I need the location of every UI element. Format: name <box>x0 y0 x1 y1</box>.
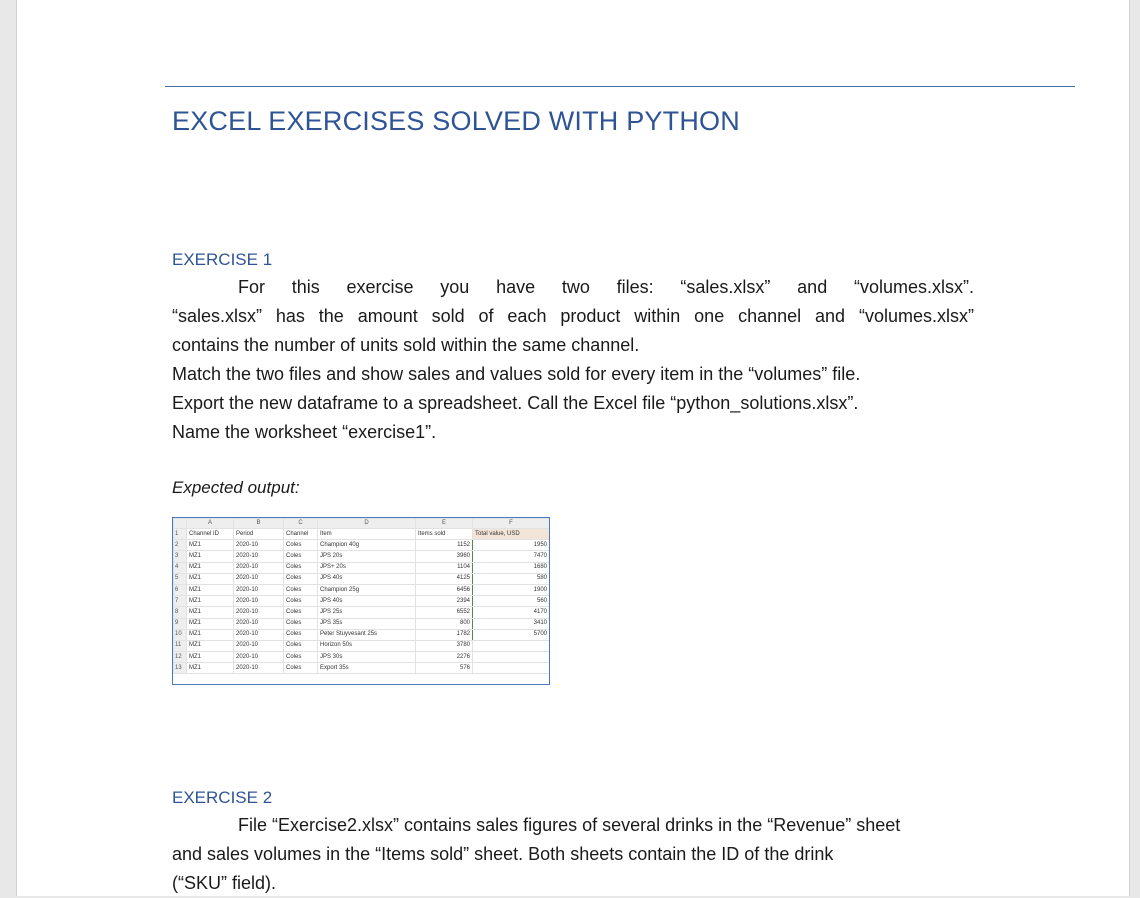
word: and <box>797 277 828 297</box>
word: you <box>440 277 470 297</box>
exercise1-line-3: contains the number of units sold within the same channel. <box>172 335 640 355</box>
data-cell: 6552 <box>416 607 473 618</box>
exercise2-line-3: (“SKU” field). <box>172 873 277 893</box>
table-row <box>174 640 550 651</box>
row-number: 2 <box>174 540 187 551</box>
data-cell: JPS 20s <box>318 551 416 562</box>
word: each <box>507 306 547 326</box>
exercise1-heading: EXERCISE 1 <box>172 250 273 269</box>
data-cell: Peter Stuyvesant 25s <box>318 629 416 640</box>
data-cell: MZ1 <box>187 551 234 562</box>
data-cell: 1950 <box>473 540 550 551</box>
data-cell: 800 <box>416 618 473 629</box>
data-cell: 2020-10 <box>234 618 284 629</box>
table-row <box>174 663 550 674</box>
header-cell: Period <box>234 529 284 540</box>
exercise2-line-2: and sales volumes in the “Items sold” sheet. Both sheets contain the ID of the drink <box>172 844 834 864</box>
data-cell: Horizon 50s <box>318 640 416 651</box>
column-letter <box>174 519 187 529</box>
column-letter: E <box>416 519 473 529</box>
data-cell: Coles <box>284 551 318 562</box>
row-number: 10 <box>174 629 187 640</box>
data-cell: 2020-10 <box>234 551 284 562</box>
data-cell: Coles <box>284 640 318 651</box>
data-cell: JPS 40s <box>318 596 416 607</box>
data-cell: 1782 <box>416 629 473 640</box>
data-cell: Coles <box>284 652 318 663</box>
row-number: 1 <box>174 529 187 540</box>
row-number: 8 <box>174 607 187 618</box>
word: “volumes.xlsx” <box>858 306 974 326</box>
table-row <box>174 629 550 640</box>
data-cell: 2020-10 <box>234 562 284 573</box>
data-cell: 4125 <box>416 573 473 584</box>
spreadsheet-table <box>173 518 550 674</box>
data-cell: Coles <box>284 629 318 640</box>
data-cell: 580 <box>473 573 550 584</box>
table-row <box>174 596 550 607</box>
word: and <box>815 306 846 326</box>
data-cell: 6456 <box>416 584 473 595</box>
data-cell: 576 <box>416 663 473 674</box>
column-letter: B <box>234 519 284 529</box>
row-number: 7 <box>174 596 187 607</box>
data-cell: Coles <box>284 596 318 607</box>
data-cell: MZ1 <box>187 652 234 663</box>
exercise1-line-5: Export the new dataframe to a spreadsheet. Call the Excel file “python_solutions.xlsx”. <box>172 393 859 413</box>
row-number: 4 <box>174 562 187 573</box>
data-cell: MZ1 <box>187 607 234 618</box>
table-row <box>174 529 550 540</box>
data-cell: 3410 <box>473 618 550 629</box>
row-number: 11 <box>174 640 187 651</box>
word: “sales.xlsx” <box>172 306 263 326</box>
data-cell: 1104 <box>416 562 473 573</box>
word: within <box>634 306 681 326</box>
data-cell: MZ1 <box>187 540 234 551</box>
exercise1-line-4: Match the two files and show sales and values sold for every item in the “volumes” file. <box>172 364 861 384</box>
word: have <box>496 277 536 297</box>
word: For <box>238 277 265 297</box>
word: the <box>318 306 344 326</box>
word: of <box>478 306 494 326</box>
data-cell: Coles <box>284 540 318 551</box>
data-cell: 3960 <box>416 551 473 562</box>
data-cell: MZ1 <box>187 596 234 607</box>
data-cell: 2020-10 <box>234 629 284 640</box>
row-number: 9 <box>174 618 187 629</box>
data-cell: 2020-10 <box>234 663 284 674</box>
data-cell: MZ1 <box>187 640 234 651</box>
data-cell: Coles <box>284 562 318 573</box>
table-row <box>174 573 550 584</box>
data-cell: 4170 <box>473 607 550 618</box>
data-cell: 2020-10 <box>234 584 284 595</box>
data-cell: 2020-10 <box>234 652 284 663</box>
data-cell: 5700 <box>473 629 550 640</box>
data-cell <box>473 652 550 663</box>
exercise2-heading: EXERCISE 2 <box>172 788 273 807</box>
data-cell: Coles <box>284 663 318 674</box>
word: channel <box>738 306 802 326</box>
document-page <box>16 0 1130 896</box>
data-cell: 3780 <box>416 640 473 651</box>
data-cell: Coles <box>284 584 318 595</box>
exercise2-line-1: File “Exercise2.xlsx” contains sales figures of several drinks in the “Revenue” sheet <box>238 815 901 835</box>
data-cell: 2020-10 <box>234 573 284 584</box>
header-cell: Items sold <box>416 529 473 540</box>
table-row <box>174 562 550 573</box>
header-cell: Item <box>318 529 416 540</box>
data-cell: 2020-10 <box>234 540 284 551</box>
title-rule <box>165 86 1075 87</box>
word: two <box>561 277 590 297</box>
data-cell: MZ1 <box>187 584 234 595</box>
row-number: 3 <box>174 551 187 562</box>
table-row <box>174 540 550 551</box>
exercise1-paragraph <box>172 273 974 447</box>
row-number: 12 <box>174 652 187 663</box>
column-header-row <box>174 519 550 529</box>
word: files: <box>616 277 654 297</box>
word: “sales.xlsx” <box>680 277 771 297</box>
row-number: 5 <box>174 573 187 584</box>
data-cell: MZ1 <box>187 618 234 629</box>
word: “volumes.xlsx”. <box>853 277 974 297</box>
word: exercise <box>346 277 414 297</box>
data-cell: Champion 40g <box>318 540 416 551</box>
data-cell: MZ1 <box>187 573 234 584</box>
row-number: 13 <box>174 663 187 674</box>
exercise1-line-1 <box>172 273 974 302</box>
data-cell: MZ1 <box>187 629 234 640</box>
data-cell: 2020-10 <box>234 640 284 651</box>
data-cell: Coles <box>284 573 318 584</box>
exercise1-line-2 <box>172 302 974 331</box>
data-cell <box>473 640 550 651</box>
data-cell: JPS 40s <box>318 573 416 584</box>
data-cell: 560 <box>473 596 550 607</box>
data-cell: 2020-10 <box>234 607 284 618</box>
data-cell: 1680 <box>473 562 550 573</box>
data-cell: Export 35s <box>318 663 416 674</box>
word: amount <box>357 306 418 326</box>
data-cell: 2020-10 <box>234 596 284 607</box>
data-cell: 1900 <box>473 584 550 595</box>
column-letter: F <box>473 519 550 529</box>
table-row <box>174 652 550 663</box>
data-cell: Champion 25g <box>318 584 416 595</box>
table-row <box>174 618 550 629</box>
header-cell: Channel ID <box>187 529 234 540</box>
table-row <box>174 551 550 562</box>
data-cell: 7470 <box>473 551 550 562</box>
word: one <box>694 306 725 326</box>
word: has <box>275 306 305 326</box>
data-cell: Coles <box>284 618 318 629</box>
data-cell: Coles <box>284 607 318 618</box>
table-row <box>174 607 550 618</box>
spreadsheet-image <box>172 517 550 685</box>
data-cell: JPS 35s <box>318 618 416 629</box>
data-cell: MZ1 <box>187 663 234 674</box>
exercise1-line-6: Name the worksheet “exercise1”. <box>172 422 437 442</box>
column-letter: C <box>284 519 318 529</box>
document-title: EXCEL EXERCISES SOLVED WITH PYTHON <box>172 106 740 136</box>
data-cell: MZ1 <box>187 562 234 573</box>
data-cell: JPS+ 20s <box>318 562 416 573</box>
exercise2-paragraph <box>172 811 974 898</box>
data-cell: 2394 <box>416 596 473 607</box>
column-letter: D <box>318 519 416 529</box>
word: sold <box>431 306 465 326</box>
data-cell <box>473 663 550 674</box>
table-row <box>174 584 550 595</box>
column-letter: A <box>187 519 234 529</box>
data-cell: 2276 <box>416 652 473 663</box>
row-number: 6 <box>174 584 187 595</box>
data-cell: JPS 30s <box>318 652 416 663</box>
word: this <box>291 277 320 297</box>
header-cell: Channel <box>284 529 318 540</box>
expected-output-caption: Expected output: <box>172 478 300 497</box>
data-cell: JPS 25s <box>318 607 416 618</box>
data-cell: 1152 <box>416 540 473 551</box>
word: product <box>560 306 621 326</box>
header-cell: Total value, USD <box>473 529 550 540</box>
